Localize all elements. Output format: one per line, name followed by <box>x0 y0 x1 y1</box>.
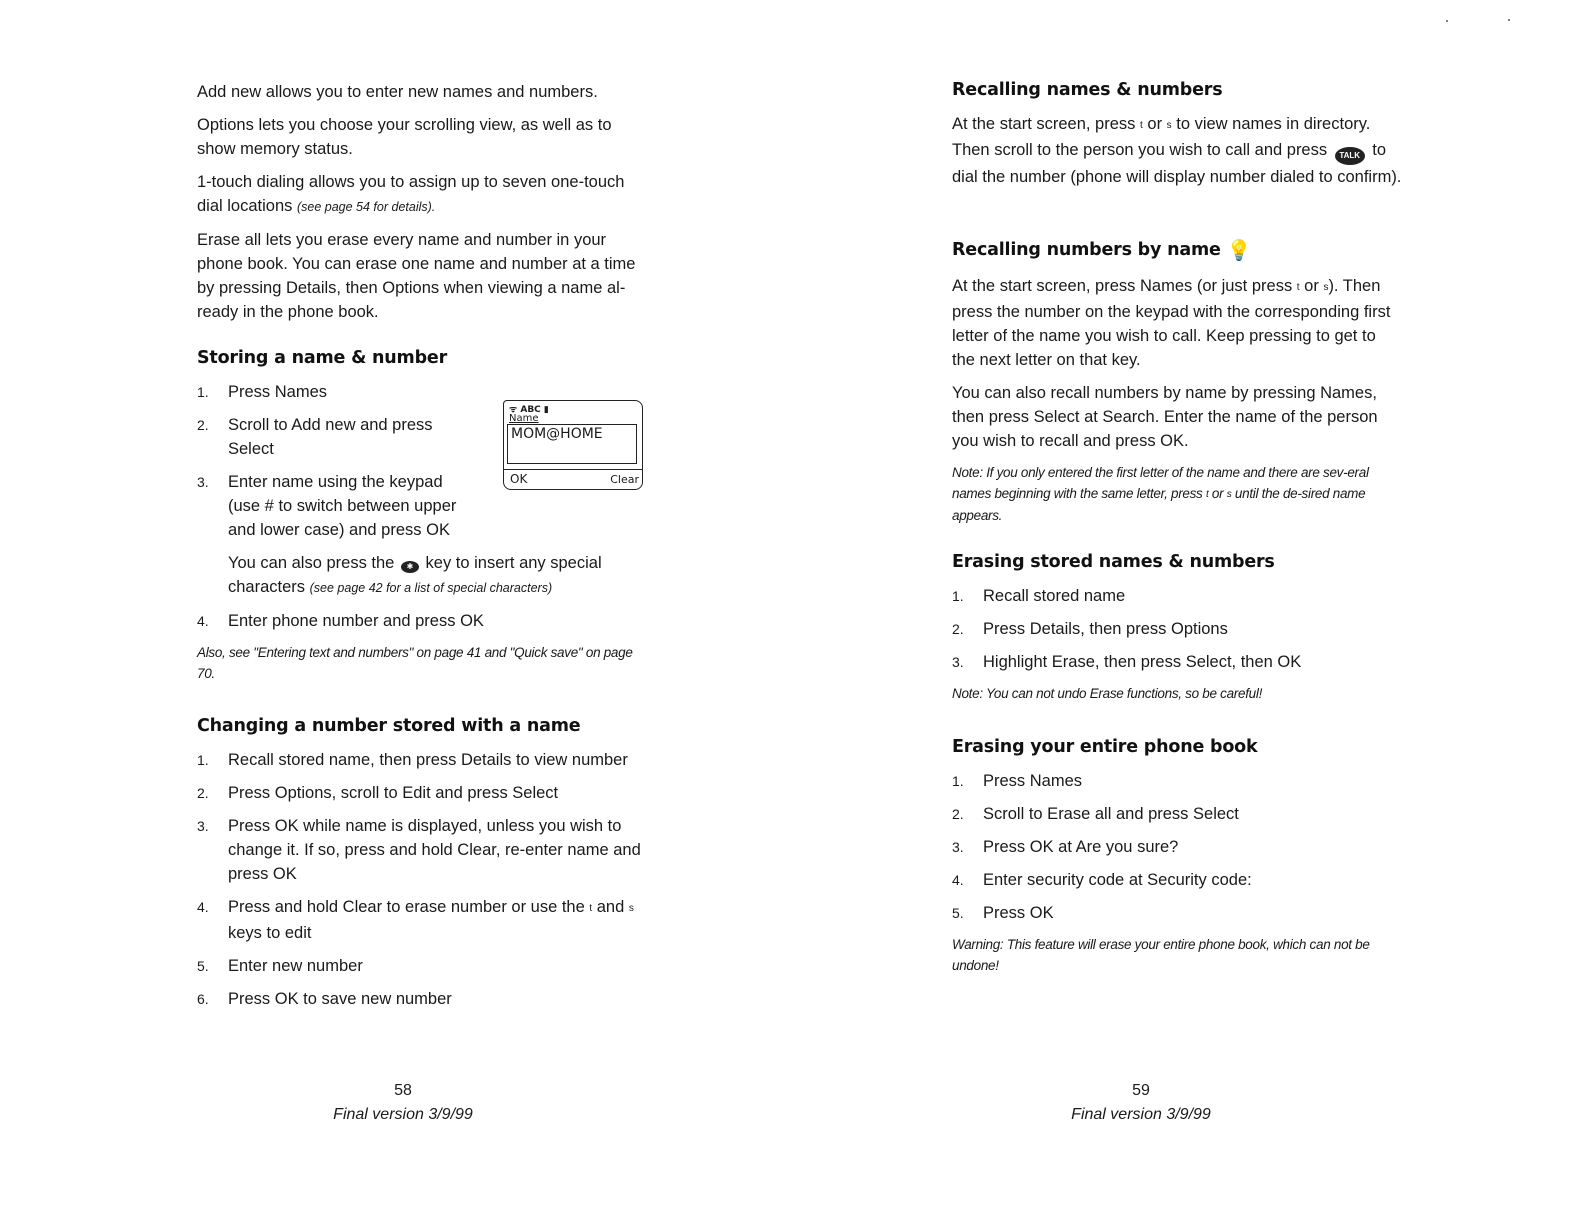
step-text: Highlight Erase, then press Select, then OK <box>983 653 1302 671</box>
intro-erase-all: Erase all lets you erase every name and number in your phone book. You can erase one name and number at a time by pressing Details, then Options when viewing a name al-ready in the phone book. <box>197 231 636 321</box>
list-item <box>952 769 1402 793</box>
step-number: 2. <box>952 806 964 822</box>
byname-note <box>952 462 1402 526</box>
version-label: Final version 3/9/99 <box>333 1106 473 1123</box>
phone-clear-softkey: Clear <box>610 473 639 486</box>
phone-softkey-divider <box>504 469 642 470</box>
phone-display-illustration <box>503 400 643 490</box>
phone-name-label: Name <box>509 413 539 424</box>
step-number: 1. <box>197 384 209 400</box>
list-item <box>197 609 647 633</box>
erasing-section <box>952 552 1402 713</box>
byname-section <box>952 238 1402 535</box>
or-text: or <box>1304 277 1319 295</box>
intro-one-touch <box>197 170 647 219</box>
step-number: 6. <box>197 991 209 1007</box>
up-arrow-icon: t <box>1296 282 1300 293</box>
entire-title: Erasing your entire phone book <box>952 737 1258 757</box>
special-chars-text <box>197 551 647 600</box>
step-text: Press OK to save new number <box>228 990 452 1008</box>
step-number: 2. <box>197 785 209 801</box>
up-arrow-icon: t <box>589 903 593 914</box>
step-text: Press Options, scroll to Edit and press Select <box>228 784 559 802</box>
step-text: Press Names <box>228 383 328 401</box>
entire-steps <box>952 769 1402 925</box>
changing-steps <box>197 748 647 1011</box>
recalling-title: Recalling names & numbers <box>952 80 1223 100</box>
step-number: 3. <box>197 818 209 834</box>
byname-note-b: until the de-sired name appears. <box>952 486 1366 523</box>
recalling-text <box>952 112 1402 189</box>
scan-speck <box>1446 20 1448 22</box>
changing-title: Changing a number stored with a name <box>197 716 581 736</box>
star-key-icon: ✱ <box>401 561 419 573</box>
down-arrow-icon: s <box>1166 120 1172 131</box>
step-text: Press OK <box>983 904 1054 922</box>
step-text: Enter security code at Security code: <box>983 871 1252 889</box>
step-number: 4. <box>952 872 964 888</box>
step-text: Press OK at Are you sure? <box>983 838 1179 856</box>
storing-note: Also, see "Entering text and numbers" on page 41 and "Quick save" on page 70. <box>197 645 633 681</box>
recalling-text-b: to view names in directory. Then scroll to the person you wish to call and press <box>952 115 1371 159</box>
down-arrow-icon: s <box>628 903 634 914</box>
step-text: Enter new number <box>228 957 363 975</box>
list-item <box>197 413 467 461</box>
list-item <box>197 987 647 1011</box>
step-number: 1. <box>952 588 964 604</box>
status-icons: ᯤ ABC ▮ <box>509 405 549 415</box>
erasing-note: Note: You can not undo Erase functions, so be careful! <box>952 686 1263 701</box>
page-number: 59 <box>1132 1082 1150 1099</box>
step-number: 3. <box>197 474 209 490</box>
special-chars-a: You can also press the <box>228 554 395 572</box>
down-arrow-icon: s <box>1226 489 1232 500</box>
byname-paragraph-2: You can also recall numbers by name by pressing Names, then press Select at Search. Enter the name of the person you wish to recall and press OK. <box>952 384 1378 450</box>
scan-speck <box>1508 19 1510 21</box>
step-number: 4. <box>197 899 209 915</box>
list-item <box>197 470 467 542</box>
up-arrow-icon: t <box>1205 489 1209 500</box>
byname-p1-a: At the start screen, press Names (or just press <box>952 277 1293 295</box>
phone-ok-softkey: OK <box>510 472 528 486</box>
phone-name-value: MOM@HOME <box>511 426 603 442</box>
recalling-text-a: At the start screen, press <box>952 115 1136 133</box>
list-item <box>197 380 467 404</box>
phone-name-field <box>507 424 637 464</box>
list-item <box>952 901 1402 925</box>
byname-p1-b: ). Then press the number on the keypad with the corresponding first letter of the name you wish to call. Keep pressing to get to the next letter on that key. <box>952 277 1391 369</box>
changing-section <box>197 716 647 1020</box>
list-item <box>952 802 1402 826</box>
storing-steps <box>197 380 467 542</box>
step-text-c: keys to edit <box>228 924 312 942</box>
byname-title <box>952 238 1402 262</box>
list-item <box>952 617 1402 641</box>
list-item <box>197 895 647 945</box>
intro-one-touch-ref: (see page 54 for details). <box>296 200 436 214</box>
step-text: Enter name using the keypad (use # to switch between upper and lower case) and press OK <box>228 473 457 539</box>
recalling-text-c: to dial the number (phone will display number dialed to confirm). <box>952 141 1402 186</box>
intro-section <box>197 80 647 333</box>
talk-key-icon: TALK <box>1335 147 1365 165</box>
step-text: Enter phone number and press OK <box>228 612 484 630</box>
step-number: 2. <box>952 621 964 637</box>
up-arrow-icon: t <box>1140 120 1143 131</box>
intro-options: Options lets you choose your scrolling view, as well as to show memory status. <box>197 116 612 158</box>
list-item <box>197 814 647 886</box>
storing-step-4 <box>197 609 647 633</box>
step-number: 1. <box>952 773 964 789</box>
storing-title: Storing a name & number <box>197 348 447 368</box>
recalling-section <box>952 80 1402 198</box>
special-chars-b: key to insert any special characters <box>228 554 602 596</box>
step-text: Press OK while name is displayed, unless you wish to change it. If so, press and hold Clear, re-enter name and press OK <box>228 817 641 883</box>
list-item <box>197 781 647 805</box>
right-page-footer <box>1031 1079 1251 1127</box>
step-number: 3. <box>952 839 964 855</box>
list-item <box>952 868 1402 892</box>
or-text: or <box>1147 115 1163 133</box>
or-text: or <box>1211 486 1224 501</box>
intro-add-new: Add new allows you to enter new names and numbers. <box>197 83 598 101</box>
step-text: Scroll to Add new and press Select <box>228 416 433 458</box>
step-text: Recall stored name <box>983 587 1126 605</box>
list-item <box>952 650 1402 674</box>
step-number: 1. <box>197 752 209 768</box>
erasing-steps <box>952 584 1402 674</box>
special-chars-ref: (see page 42 for a list of special characters) <box>309 581 553 595</box>
step-text: Scroll to Erase all and press Select <box>983 805 1239 823</box>
version-label: Final version 3/9/99 <box>1071 1106 1211 1123</box>
intro-one-touch-text: 1-touch dialing allows you to assign up to seven one-touch dial locations <box>197 173 625 215</box>
entire-warning: Warning: This feature will erase your entire phone book, which can not be undone! <box>952 937 1370 973</box>
step-text: Recall stored name, then press Details to view number <box>228 751 628 769</box>
byname-note-a: Note: If you only entered the first letter of the name and there are sev-eral names beginning with the same letter, press <box>952 465 1369 501</box>
list-item <box>197 748 647 772</box>
entire-section <box>952 737 1402 985</box>
page-number: 58 <box>394 1082 412 1099</box>
step-number: 4. <box>197 613 209 629</box>
left-page-footer <box>293 1079 513 1127</box>
list-item <box>197 954 647 978</box>
step-text-a: Press and hold Clear to erase number or use the <box>228 898 585 916</box>
byname-paragraph-1 <box>952 274 1402 372</box>
step-number: 2. <box>197 417 209 433</box>
list-item <box>952 584 1402 608</box>
step-text: Press Names <box>983 772 1083 790</box>
step-number: 3. <box>952 654 964 670</box>
step-text: Press Details, then press Options <box>983 620 1228 638</box>
lightbulb-tip-icon: 💡 <box>1226 238 1252 262</box>
step-number: 5. <box>197 958 209 974</box>
step-text-b: and <box>596 898 625 916</box>
erasing-title: Erasing stored names & numbers <box>952 552 1275 572</box>
step-number: 5. <box>952 905 964 921</box>
byname-title-text: Recalling numbers by name <box>952 240 1221 260</box>
down-arrow-icon: s <box>1323 282 1329 293</box>
list-item <box>952 835 1402 859</box>
